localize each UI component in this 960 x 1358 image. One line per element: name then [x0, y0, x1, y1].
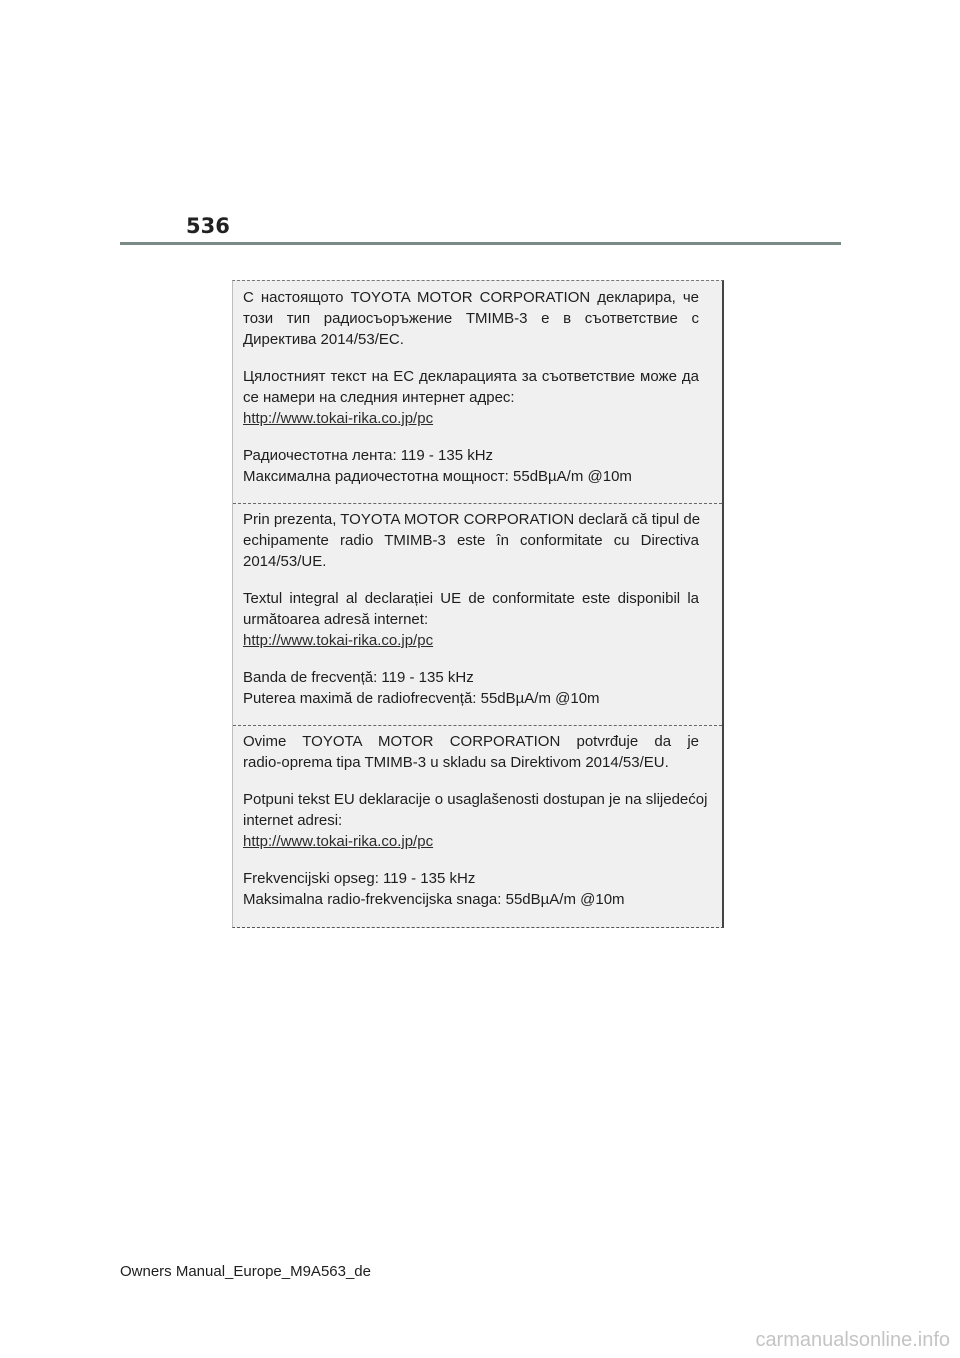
- watermark: carmanualsonline.info: [755, 1329, 950, 1351]
- declaration-line: този тип радиосъоръжение TMIMB-3 е в съответствие с: [243, 310, 699, 327]
- declaration-section-romanian: [233, 509, 722, 709]
- declaration-section-bulgarian: [233, 287, 722, 487]
- section-divider: [233, 503, 722, 504]
- declaration-line: internet adresi:: [243, 812, 343, 829]
- declaration-line: Banda de frecvență: 119 - 135 kHz: [243, 669, 474, 686]
- declaration-line: Ovime TOYOTA MOTOR CORPORATION potvrđuje da je: [243, 733, 699, 750]
- declaration-line: Радиочестотна лента: 119 - 135 kHz: [243, 447, 494, 464]
- declaration-line: Maksimalna radio-frekvencijska snaga: 55dBµA/m @10m: [243, 891, 625, 908]
- declaration-line: Puterea maximă de radiofrecvență: 55dBµA/m @10m: [243, 690, 600, 707]
- declaration-line: radio-oprema tipa TMIMB-3 u skladu sa Direktivom 2014/53/EU.: [243, 754, 669, 771]
- declaration-line: Максимална радиочестотна мощност: 55dBµA/m @10m: [243, 468, 632, 485]
- declaration-line: Frekvencijski opseg: 119 - 135 kHz: [243, 870, 476, 887]
- declaration-line: următoarea adresă internet:: [243, 611, 429, 628]
- declaration-line: Prin prezenta, TOYOTA MOTOR CORPORATION declară că tipul de: [243, 511, 701, 528]
- declaration-link[interactable]: http://www.tokai-rika.co.jp/pc: [243, 410, 434, 427]
- declaration-line: С настоящото TOYOTA MOTOR CORPORATION декларира, че: [243, 289, 699, 306]
- declaration-line: Textul integral al declarației UE de conformitate este disponibil la: [243, 590, 699, 607]
- footer-manual-id: Owners Manual_Europe_M9A563_de: [120, 1263, 371, 1280]
- declaration-scan-box: [232, 280, 724, 928]
- declaration-link[interactable]: http://www.tokai-rika.co.jp/pc: [243, 632, 434, 649]
- declaration-line: Директива 2014/53/EC.: [243, 331, 404, 348]
- declaration-line: Цялостният текст на ЕС декларацията за съответствие може да: [243, 368, 699, 385]
- header-rule: [120, 242, 841, 245]
- declaration-line: се намери на следния интернет адрес:: [243, 389, 515, 406]
- declaration-line: echipamente radio TMIMB-3 este în conformitate cu Directiva: [243, 532, 699, 549]
- declaration-line: 2014/53/UE.: [243, 553, 327, 570]
- section-divider: [233, 725, 722, 726]
- page-number: 536: [186, 214, 230, 238]
- declaration-section-serbian: [233, 731, 722, 910]
- declaration-link[interactable]: http://www.tokai-rika.co.jp/pc: [243, 833, 434, 850]
- declaration-line: Potpuni tekst EU deklaracije o usaglašenosti dostupan je na slijedećoj: [243, 791, 708, 808]
